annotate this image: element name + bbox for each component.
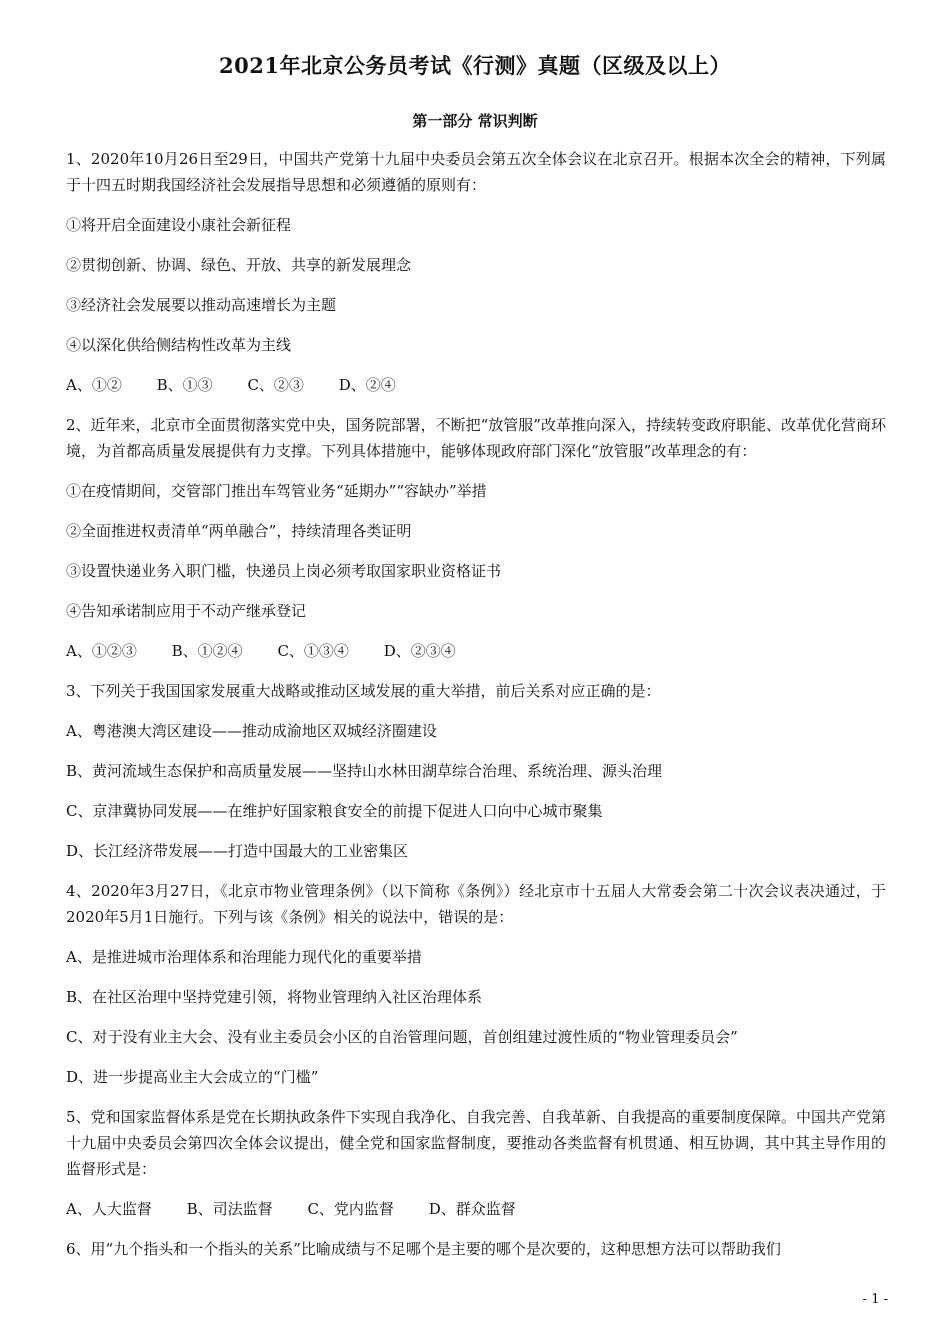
page-title: 2021年北京公务员考试《行测》真题（区级及以上） — [219, 53, 731, 78]
question-2-item-3: ③设置快递业务入职门槛，快递员上岗必须考取国家职业资格证书 — [66, 562, 502, 580]
question-1-option-a: A、①② — [66, 376, 122, 394]
question-4-option-c: C、对于没有业主大会、没有业主委员会小区的自治管理问题，首创组建过渡性质的“物业管理委员会” — [66, 1028, 738, 1046]
question-1-item-3: ③经济社会发展要以推动高速增长为主题 — [66, 296, 337, 314]
question-2-option-b: B、①②④ — [171, 642, 243, 660]
question-2-option-a: A、①②③ — [66, 642, 137, 660]
question-5-option-c: C、党内监督 — [307, 1200, 394, 1218]
question-2-options — [66, 638, 886, 664]
question-4-option-a: A、是推进城市治理体系和治理能力现代化的重要举措 — [66, 948, 422, 966]
question-3-option-a: A、粤港澳大湾区建设——推动成渝地区双城经济圈建设 — [66, 722, 437, 740]
question-1-item-2: ②贯彻创新、协调、绿色、开放、共享的新发展理念 — [66, 256, 412, 274]
question-5-option-b: B、司法监督 — [186, 1200, 273, 1218]
question-5-option-d: D、群众监督 — [428, 1200, 516, 1218]
section-heading: 第一部分 常识判断 — [412, 112, 538, 130]
page-number: - 1 - — [862, 1292, 888, 1307]
question-5-options — [66, 1196, 886, 1222]
question-2-item-4: ④告知承诺制应用于不动产继承登记 — [66, 602, 307, 620]
question-6-stem: 6、用“九个指头和一个指头的关系”比喻成绩与不足哪个是主要的哪个是次要的，这种思想方法可以帮助我们 — [66, 1240, 781, 1258]
question-2-option-d: D、②③④ — [383, 642, 456, 660]
question-4-stem: 4、2020年3月27日，《北京市物业管理条例》（以下简称《条例》）经北京市十五届人大常委会第二十次会议表决通过，于2020年5月1日施行。下列与该《条例》相关的说法中，错误的是： — [66, 882, 886, 926]
question-3-option-b: B、黄河流域生态保护和高质量发展——坚持山水林田湖草综合治理、系统治理、源头治理 — [66, 762, 663, 780]
question-1-option-c: C、②③ — [247, 376, 304, 394]
question-5-option-a: A、人大监督 — [66, 1200, 152, 1218]
question-5-stem: 5、党和国家监督体系是党在长期执政条件下实现自我净化、自我完善、自我革新、自我提高的重要制度保障。中国共产党第十九届中央委员会第四次全体会议提出，健全党和国家监督制度，要推动各类监督有机贯通、相互协调，其中其主导作用的监督形式是： — [66, 1108, 886, 1178]
question-1-option-b: B、①③ — [156, 376, 213, 394]
question-1-item-1: ①将开启全面建设小康社会新征程 — [66, 216, 292, 234]
question-2-item-1: ①在疫情期间，交管部门推出车驾管业务“延期办”“容缺办”举措 — [66, 482, 487, 500]
question-4-option-d: D、进一步提高业主大会成立的“门槛” — [66, 1068, 319, 1086]
question-1-options — [66, 372, 886, 398]
question-1-stem: 1、2020年10月26日至29日，中国共产党第十九届中央委员会第五次全体会议在北京召开。根据本次全会的精神，下列属于十四五时期我国经济社会发展指导思想和必须遵循的原则有： — [66, 150, 886, 194]
question-3-option-c: C、京津冀协同发展——在维护好国家粮食安全的前提下促进人口向中心城市聚集 — [66, 802, 603, 820]
question-2-item-2: ②全面推进权责清单“两单融合”，持续清理各类证明 — [66, 522, 412, 540]
question-3-option-d: D、长江经济带发展——打造中国最大的工业密集区 — [66, 842, 409, 860]
question-1-item-4: ④以深化供给侧结构性改革为主线 — [66, 336, 292, 354]
question-1-option-d: D、②④ — [338, 376, 396, 394]
question-2-option-c: C、①③④ — [277, 642, 349, 660]
question-list — [66, 146, 886, 1276]
question-3-stem: 3、下列关于我国国家发展重大战略或推动区域发展的重大举措，前后关系对应正确的是： — [66, 682, 661, 700]
question-2-stem: 2、近年来，北京市全面贯彻落实党中央，国务院部署，不断把“放管服”改革推向深入，持续转变政府职能、改革优化营商环境，为首都高质量发展提供有力支撑。下列具体措施中，能够体现政府部门深化“放管服”改革理念的有： — [66, 416, 886, 460]
question-4-option-b: B、在社区治理中坚持党建引领，将物业管理纳入社区治理体系 — [66, 988, 483, 1006]
